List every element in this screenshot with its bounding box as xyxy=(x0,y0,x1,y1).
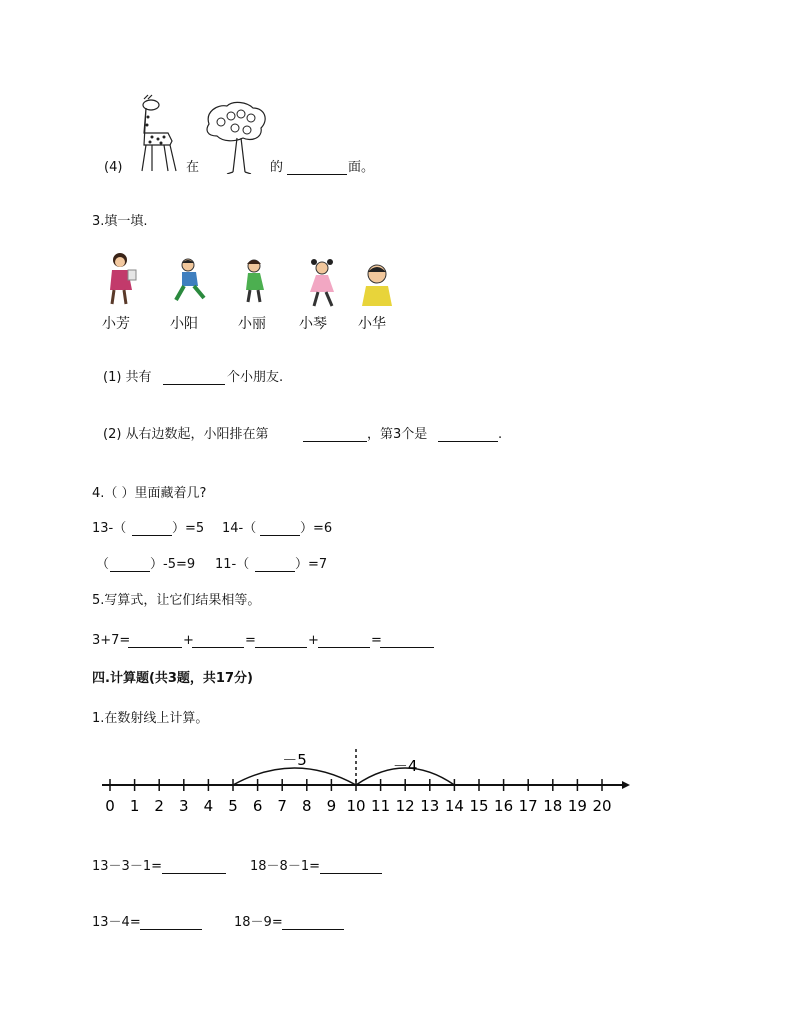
number-line xyxy=(98,745,638,825)
kid-xiaoqin-image xyxy=(306,258,340,308)
tree-image xyxy=(203,100,269,174)
c1-expr4: 18－9= xyxy=(234,915,283,930)
q4-e1-blank[interactable] xyxy=(132,523,172,536)
number-line-tick-label: 6 xyxy=(252,797,263,815)
number-line-tick-label: 15 xyxy=(469,797,489,815)
c1-blank-1[interactable] xyxy=(162,861,226,874)
number-line-tick-label: 8 xyxy=(302,797,312,815)
c1-blank-3[interactable] xyxy=(140,917,202,930)
q4-title: 4.（ ）里面藏着几? xyxy=(92,486,207,501)
c1-blank-2[interactable] xyxy=(320,861,382,874)
q3-p1-blank[interactable] xyxy=(163,372,225,385)
q4-e4-b: ）=7 xyxy=(295,557,328,572)
c1-title: 1.在数射线上计算。 xyxy=(92,711,209,726)
number-line-tick-label: 7 xyxy=(277,797,287,815)
kid-xiaofang-image xyxy=(102,250,142,308)
number-line-tick-label: 4 xyxy=(203,797,214,815)
c1-blank-4[interactable] xyxy=(282,917,344,930)
q5-title: 5.写算式，让它们结果相等。 xyxy=(92,593,261,608)
q3-p2-blank-third[interactable] xyxy=(438,429,498,442)
number-line-tick-label: 2 xyxy=(154,797,164,815)
number-line-tick-label: 13 xyxy=(420,797,440,815)
number-line-tick-label: 5 xyxy=(228,797,238,815)
kid-xiaoyang-image xyxy=(170,258,210,304)
number-line-arc-label: －5 xyxy=(282,751,307,769)
number-line-tick-label: 14 xyxy=(444,797,464,815)
number-line-tick-label: 0 xyxy=(105,797,115,815)
q5-plus-1: + xyxy=(183,633,194,648)
q5-lhs: 3+7= xyxy=(92,633,131,648)
c1-expr2: 18－8－1= xyxy=(250,859,320,874)
q2-4-number: (4) xyxy=(104,160,123,175)
number-line-tick-label: 17 xyxy=(518,797,538,815)
q5-blank-3[interactable] xyxy=(255,635,307,648)
q3-p2-suffix: . xyxy=(498,427,503,442)
q3-title: 3.填一填. xyxy=(92,214,148,229)
q4-e1-b: ）=5 xyxy=(172,521,205,536)
q4-e3-b: ）-5=9 xyxy=(150,557,196,572)
number-line-tick-label: 16 xyxy=(494,797,514,815)
q3-p1-suffix: 个小朋友. xyxy=(227,370,284,385)
kid-label: 小琴 xyxy=(299,316,327,332)
kid-label: 小阳 xyxy=(170,316,198,332)
c1-expr3: 13－4= xyxy=(92,915,141,930)
number-line-tick-label: 11 xyxy=(371,797,391,815)
number-line-arrow xyxy=(622,781,630,789)
number-line-tick-label: 1 xyxy=(129,797,140,815)
q4-e3-a: （ xyxy=(96,557,110,572)
q5-eq-2: = xyxy=(371,633,382,648)
q5-eq-1: = xyxy=(245,633,256,648)
number-line-tick-label: 12 xyxy=(395,797,415,815)
q4-e4-blank[interactable] xyxy=(255,559,295,572)
q3-p2-prefix: (2) 从右边数起，小阳排在第 xyxy=(103,427,269,442)
kid-label: 小丽 xyxy=(238,316,266,332)
q4-e2-b: ）=6 xyxy=(300,521,333,536)
q4-e4-a: 11-（ xyxy=(215,557,250,572)
number-line-tick-label: 3 xyxy=(179,797,189,815)
number-line-arc-label: －4 xyxy=(392,757,418,775)
kid-xiaohua-image xyxy=(360,262,394,306)
deer-image xyxy=(132,93,184,173)
q5-blank-5[interactable] xyxy=(380,635,434,648)
q3-p2-mid: ，第3个是 xyxy=(367,427,428,442)
q2-4-answer-blank[interactable] xyxy=(287,162,347,175)
q2-4-word-at: 在 xyxy=(186,160,200,175)
q4-e2-a: 14-（ xyxy=(222,521,257,536)
q3-p2-blank-position[interactable] xyxy=(303,429,367,442)
q4-e2-blank[interactable] xyxy=(260,523,300,536)
c1-expr1: 13－3－1= xyxy=(92,859,162,874)
section4-title: 四.计算题(共3题，共17分) xyxy=(92,671,253,686)
kid-label: 小华 xyxy=(358,316,386,332)
q5-blank-1[interactable] xyxy=(128,635,182,648)
q2-4-word-of: 的 xyxy=(270,160,284,175)
q2-4-word-side: 面。 xyxy=(348,160,375,175)
number-line-tick-label: 18 xyxy=(543,797,563,815)
q3-p1-prefix: (1) 共有 xyxy=(103,370,152,385)
kid-xiaoli-image xyxy=(238,258,272,304)
q4-e3-blank[interactable] xyxy=(110,559,150,572)
number-line-arc xyxy=(233,768,356,785)
q5-plus-2: + xyxy=(308,633,319,648)
kid-label: 小芳 xyxy=(102,316,130,332)
q5-blank-2[interactable] xyxy=(192,635,244,648)
q5-blank-4[interactable] xyxy=(318,635,370,648)
q4-e1-a: 13-（ xyxy=(92,521,127,536)
number-line-tick-label: 10 xyxy=(346,797,366,815)
number-line-tick-label: 9 xyxy=(326,797,337,815)
number-line-tick-label: 19 xyxy=(567,797,587,815)
number-line-tick-label: 20 xyxy=(592,797,612,815)
